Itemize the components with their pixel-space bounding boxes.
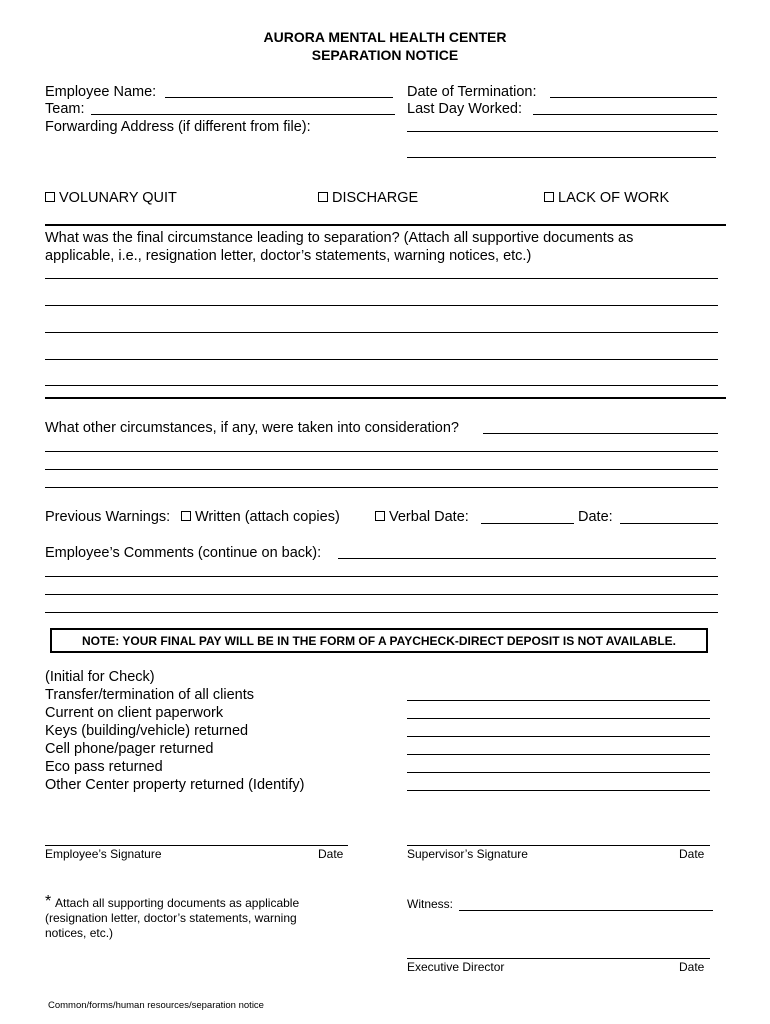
checklist-heading: (Initial for Check)	[45, 669, 155, 685]
lack-of-work-option[interactable]	[544, 189, 669, 207]
lack-of-work-label: LACK OF WORK	[558, 190, 670, 206]
verbal-warning-label: Verbal Date:	[389, 509, 469, 525]
team-label: Team:	[45, 101, 85, 117]
discharge-checkbox[interactable]	[318, 192, 328, 202]
supervisor-signature-label: Supervisor’s Signature	[407, 847, 528, 861]
checklist-item: Cell phone/pager returned	[45, 741, 214, 757]
last-day-label: Last Day Worked:	[407, 101, 522, 117]
answer-line[interactable]	[45, 332, 718, 333]
initial-field[interactable]	[407, 790, 710, 791]
asterisk: *	[45, 893, 52, 910]
written-warning-checkbox[interactable]	[181, 511, 191, 521]
other-circumstances-question: What other circumstances, if any, were taken into consideration?	[45, 420, 459, 436]
answer-line[interactable]	[45, 594, 718, 595]
last-day-field[interactable]	[533, 114, 717, 115]
discharge-option[interactable]	[318, 189, 418, 207]
checklist-item: Eco pass returned	[45, 759, 163, 775]
answer-line[interactable]	[45, 278, 718, 279]
address-line-2[interactable]	[407, 157, 716, 158]
answer-line[interactable]	[45, 305, 718, 306]
attach-documents-note: Attach all supporting documents as applicable (resignation letter, doctor’s statements, warning notices, etc.)	[45, 896, 300, 940]
employee-name-label: Employee Name:	[45, 84, 157, 100]
form-title: SEPARATION NOTICE	[311, 47, 459, 63]
warning-date-field[interactable]	[620, 523, 718, 524]
employee-signature-field[interactable]	[45, 845, 348, 846]
final-circumstance-question: What was the final circumstance leading to separation? (Attach all supportive documents as applicable, i.e., resignation letter, doctor’s statements, warning notices, etc.)	[45, 230, 634, 264]
employee-date-label: Date	[318, 847, 344, 861]
witness-label: Witness:	[407, 897, 454, 911]
answer-line[interactable]	[45, 469, 718, 470]
written-warning-option[interactable]	[181, 508, 340, 526]
answer-line[interactable]	[45, 487, 718, 488]
director-date-label: Date	[679, 960, 705, 974]
form-path-footer: Common/forms/human resources/separation notice	[48, 1000, 264, 1011]
previous-warnings-label: Previous Warnings:	[45, 509, 171, 525]
address-line-1[interactable]	[407, 131, 718, 132]
org-title: AURORA MENTAL HEALTH CENTER	[263, 29, 507, 45]
discharge-label: DISCHARGE	[332, 190, 419, 206]
voluntary-quit-option[interactable]	[45, 189, 177, 207]
director-label: Executive Director	[407, 960, 505, 974]
employee-comments-field[interactable]	[338, 558, 716, 559]
voluntary-quit-label: VOLUNARY QUIT	[59, 190, 177, 206]
warning-date-label: Date:	[578, 509, 613, 525]
termination-date-field[interactable]	[550, 97, 717, 98]
lack-of-work-checkbox[interactable]	[544, 192, 554, 202]
section-divider-1	[45, 224, 726, 226]
answer-line[interactable]	[45, 385, 718, 386]
verbal-date-field[interactable]	[481, 523, 574, 524]
voluntary-quit-checkbox[interactable]	[45, 192, 55, 202]
employee-comments-label: Employee’s Comments (continue on back):	[45, 545, 322, 561]
team-field[interactable]	[91, 114, 395, 115]
initial-field[interactable]	[407, 700, 710, 701]
supervisor-date-label: Date	[679, 847, 705, 861]
supervisor-signature-field[interactable]	[407, 845, 710, 846]
section-divider-2	[45, 397, 726, 399]
checklist-item: Current on client paperwork	[45, 705, 224, 721]
initial-field[interactable]	[407, 718, 710, 719]
checklist-item: Transfer/termination of all clients	[45, 687, 254, 703]
termination-date-label: Date of Termination:	[407, 84, 537, 100]
verbal-warning-checkbox[interactable]	[375, 511, 385, 521]
initial-field[interactable]	[407, 736, 710, 737]
forwarding-address-label: Forwarding Address (if different from file):	[45, 119, 311, 135]
answer-line[interactable]	[45, 359, 718, 360]
answer-line[interactable]	[45, 612, 718, 613]
employee-signature-label: Employee’s Signature	[45, 847, 162, 861]
checklist-item: Other Center property returned (Identify)	[45, 777, 305, 793]
answer-line[interactable]	[45, 576, 718, 577]
final-pay-note: NOTE: YOUR FINAL PAY WILL BE IN THE FORM OF A PAYCHECK-DIRECT DEPOSIT IS NOT AVAILABLE.	[50, 628, 708, 653]
answer-line[interactable]	[45, 451, 718, 452]
other-circumstances-field[interactable]	[483, 433, 718, 434]
director-signature-field[interactable]	[407, 958, 710, 959]
employee-name-field[interactable]	[165, 97, 393, 98]
witness-field[interactable]	[459, 910, 713, 911]
initial-field[interactable]	[407, 772, 710, 773]
initial-field[interactable]	[407, 754, 710, 755]
written-warning-label: Written (attach copies)	[195, 509, 340, 525]
verbal-warning-option[interactable]	[375, 508, 469, 526]
checklist-item: Keys (building/vehicle) returned	[45, 723, 249, 739]
